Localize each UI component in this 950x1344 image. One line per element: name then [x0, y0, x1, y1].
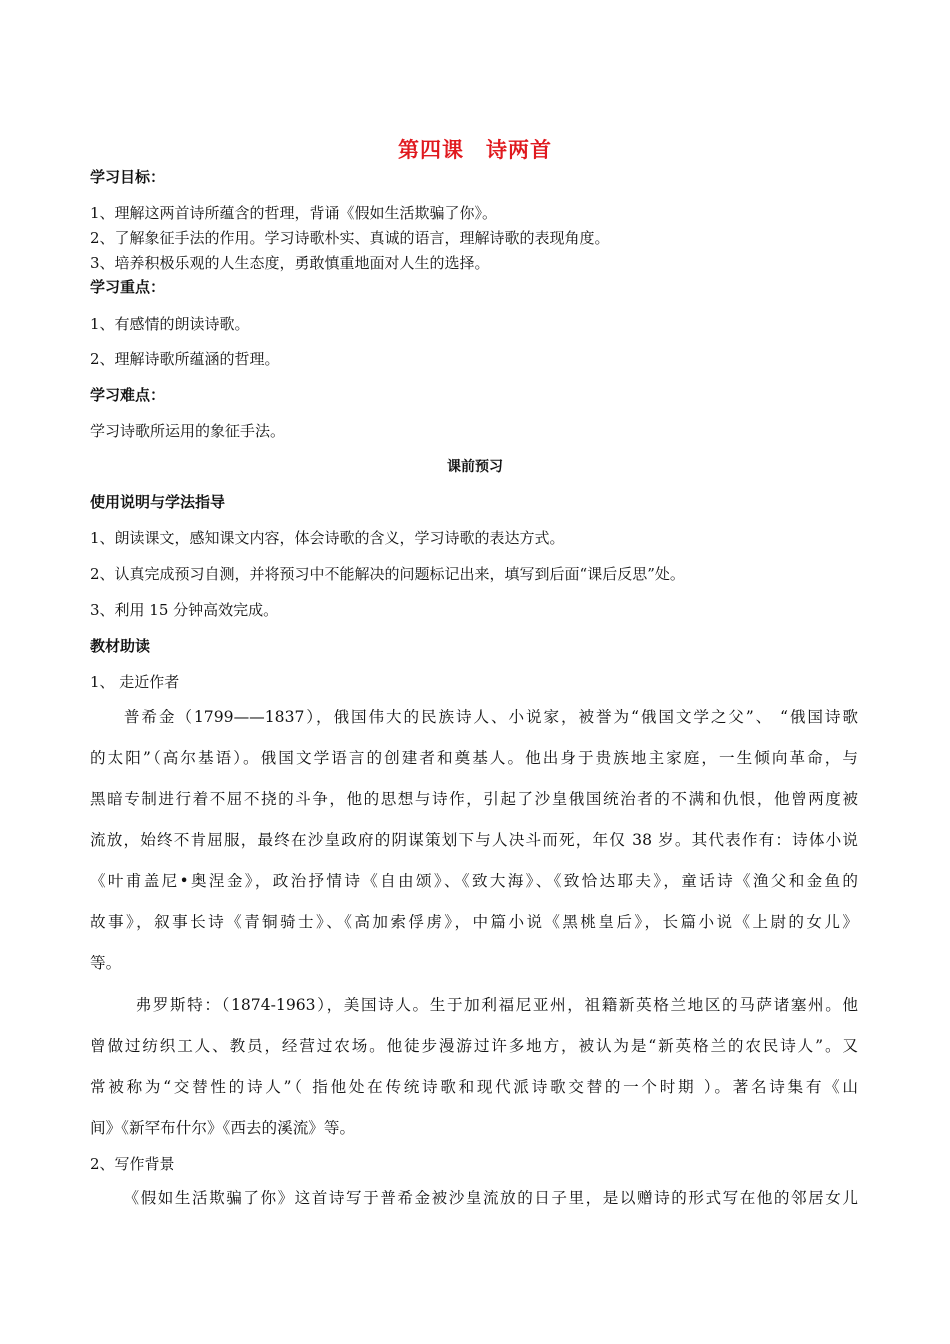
pushkin-line: 故事》，叙事长诗《青铜骑士》、《高加索俘虏》，中篇小说《黑桃皇后》，长篇小说《上尉的女儿》 — [90, 913, 858, 931]
reading-subheading-background: 2、写作背景 — [90, 1155, 175, 1173]
objective-item-2: 2、了解象征手法的作用。学习诗歌朴实、真诚的语言，理解诗歌的表现角度。 — [90, 229, 610, 247]
lesson-title — [0, 134, 950, 164]
key-point-item-2: 2、理解诗歌所蕴涵的哲理。 — [90, 350, 280, 368]
key-point-item-1: 1、有感情的朗读诗歌。 — [90, 315, 250, 333]
instruction-item-2: 2、认真完成预习自测，并将预习中不能解决的问题标记出来，填写到后面“课后反思”处。 — [90, 565, 685, 583]
lesson-number: 第四课 — [398, 138, 464, 162]
lesson-name: 诗两首 — [486, 138, 552, 162]
frost-line: 弗罗斯特：（1874-1963），美国诗人。生于加利福尼亚州，祖籍新英格兰地区的马萨诸塞州。他 — [134, 996, 858, 1014]
frost-line: 间》《新罕布什尔》《西去的溪流》等。 — [90, 1119, 356, 1137]
objectives-heading: 学习目标： — [90, 168, 166, 186]
background-line: 《假如生活欺骗了你》这首诗写于普希金被沙皇流放的日子里，是以赠诗的形式写在他的邻居女儿 — [122, 1189, 858, 1207]
key-points-heading: 学习重点： — [90, 278, 166, 296]
frost-line: 曾做过纺织工人、教员，经营过农场。他徒步漫游过许多地方，被认为是“新英格兰的农民诗人”。又 — [90, 1037, 858, 1055]
background-paragraph — [90, 1178, 858, 1219]
instructions-heading: 使用说明与学法指导 — [90, 493, 226, 511]
pushkin-line: 普希金（1799——1837），俄国伟大的民族诗人、小说家，被誉为“俄国文学之父”、 “俄国诗歌 — [122, 708, 858, 726]
frost-paragraph — [90, 985, 858, 1149]
pushkin-paragraph — [90, 697, 858, 984]
pushkin-line: 黑暗专制进行着不屈不挠的斗争，他的思想与诗作，引起了沙皇俄国统治者的不满和仇恨，他曾两度被 — [90, 790, 858, 808]
difficulties-heading: 学习难点： — [90, 386, 166, 404]
pushkin-line: 流放，始终不肯屈服，最终在沙皇政府的阴谋策划下与人决斗而死，年仅 38 岁。其代表作有：诗体小说 — [90, 831, 858, 849]
frost-line: 常被称为“交替性的诗人”（ 指他处在传统诗歌和现代派诗歌交替的一个时期 ）。著名诗集有《山 — [90, 1078, 858, 1096]
pushkin-line: 《叶甫盖尼•奥涅金》，政治抒情诗《自由颂》、《致大海》、《致恰达耶夫》，童话诗《渔父和金鱼的 — [90, 872, 858, 890]
instruction-item-3: 3、利用 15 分钟高效完成。 — [90, 601, 279, 619]
pushkin-line: 等。 — [90, 954, 122, 972]
instruction-item-1: 1、朗读课文，感知课文内容，体会诗歌的含义，学习诗歌的表达方式。 — [90, 529, 565, 547]
difficulties-text: 学习诗歌所运用的象征手法。 — [90, 422, 286, 440]
reading-heading: 教材助读 — [90, 637, 151, 655]
preview-heading: 课前预习 — [447, 459, 503, 475]
objective-item-1: 1、理解这两首诗所蕴含的哲理，背诵《假如生活欺骗了你》。 — [90, 204, 498, 222]
pushkin-line: 的太阳”（高尔基语）。俄国文学语言的创建者和奠基人。他出身于贵族地主家庭，一生倾向革命，与 — [90, 749, 858, 767]
reading-subheading-author: 1、 走近作者 — [90, 673, 180, 691]
objective-item-3: 3、培养积极乐观的人生态度，勇敢慎重地面对人生的选择。 — [90, 254, 490, 272]
